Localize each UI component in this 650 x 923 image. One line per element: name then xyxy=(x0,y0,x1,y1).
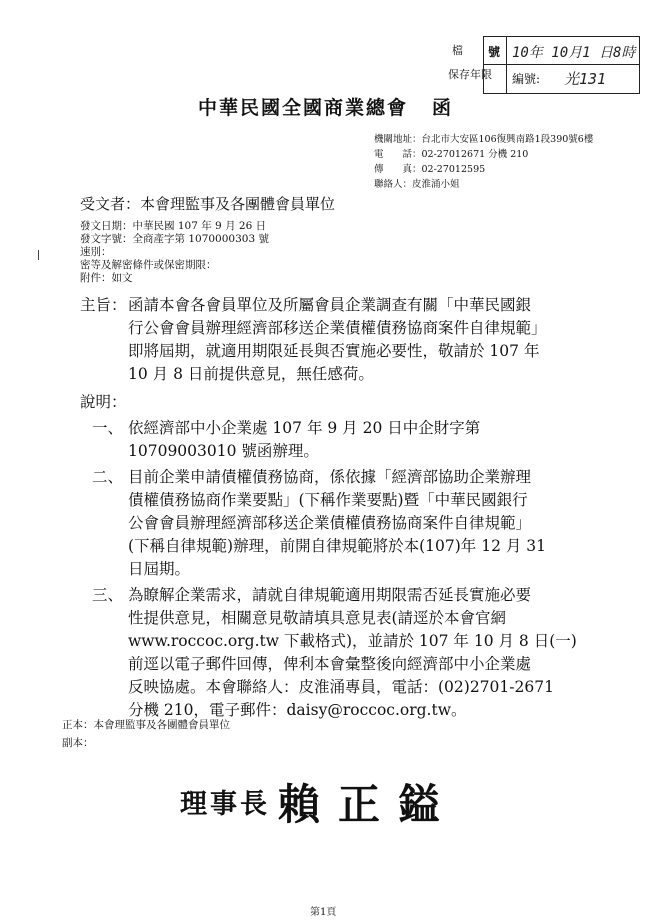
signature-name: 賴正鎰 xyxy=(278,780,459,829)
meta-ref: 發文字號：全商產字第 1070000303 號 xyxy=(80,233,269,245)
doc-type: 函 xyxy=(432,97,454,119)
explanation-item-line: 日屆期。 xyxy=(128,560,191,578)
org-phone: 電 話：02-27012671 分機 210 xyxy=(374,149,529,160)
archive-date-value: 10年 10月1 日8時 xyxy=(512,45,636,61)
explanation-item-line: 債權債務協商作業要點」(下稱作業要點)暨「中華民國銀行 xyxy=(128,491,528,509)
subject-line: 函請本會各會員單位及所屬會員企業調查有關「中華民國銀 xyxy=(128,296,532,314)
meta-attach: 附件：如文 xyxy=(80,272,133,284)
explanation-item-line: 反映協處。本會聯絡人：皮淮涌專員，電話：(02)2701-2671 xyxy=(128,678,554,696)
archive-bianhao-value: 光131 xyxy=(564,70,607,88)
explanation-item-line: 為瞭解企業需求，請就自律規範適用期限需否延長實施必要 xyxy=(128,586,532,604)
page-number: 第1頁 xyxy=(310,907,337,918)
org-title: 中華民國全國商業總會 xyxy=(198,97,409,119)
margin-mark xyxy=(38,250,43,260)
distribution-copy: 副本： xyxy=(62,737,94,749)
archive-label-hao: 號 xyxy=(488,45,501,59)
subject-line: 10 月 8 日前提供意見，無任感荷。 xyxy=(128,365,374,383)
org-address: 機關地址：台北市大安區106復興南路1段390號6樓 xyxy=(374,134,594,145)
org-contact: 聯絡人：皮淮涌小姐 xyxy=(374,179,460,190)
meta-speed: 速別： xyxy=(80,246,112,258)
explanation-item-number: 三、 xyxy=(92,586,124,604)
explanation-item-line: 公會會員辦理經濟部移送企業債權債務協商案件自律規範」 xyxy=(128,514,532,532)
explanation-item-line: (下稱自律規範)辦理，前開自律規範將於本(107)年 12 月 31 xyxy=(128,537,547,555)
subject-line: 即將屆期，就適用期限延長與否實施必要性，敬請於 107 年 xyxy=(128,342,540,360)
distribution-main: 正本：本會理監事及各團體會員單位 xyxy=(62,719,230,731)
meta-secret: 密等及解密條件或保密期限： xyxy=(80,259,217,271)
subject-line: 行公會會員辦理經濟部移送企業債權債務協商案件自律規範」 xyxy=(128,319,547,337)
explanation-item-line: 目前企業申請債權債務協商，係依據「經濟部協助企業辦理 xyxy=(128,468,532,486)
explanation-item-line: 10709003010 號函辦理。 xyxy=(128,442,319,460)
recipient: 受文者：本會理監事及各團體會員單位 xyxy=(80,195,336,213)
explanation-item-line: 前逕以電子郵件回傳，俾利本會彙整後向經濟部中小企業處 xyxy=(128,655,532,673)
signature-title: 理事長 xyxy=(180,789,270,820)
archive-stamp xyxy=(483,36,640,94)
meta-date: 發文日期：中華民國 107 年 9 月 26 日 xyxy=(80,220,267,232)
explanation-item-number: 一、 xyxy=(92,419,124,437)
archive-label-baocun: 保存年限 xyxy=(448,68,492,81)
explanation-item-line: 性提供意見，相關意見敬請填具意見表(請逕於本會官網 xyxy=(128,609,507,627)
explanation-item-line: www.roccoc.org.tw 下載格式)，並請於 107 年 10 月 8 日(一) xyxy=(128,632,577,650)
archive-label-bianhao: 編號: xyxy=(512,72,541,86)
explanation-label: 說明： xyxy=(80,393,127,411)
explanation-item-number: 二、 xyxy=(92,468,124,486)
explanation-item-line: 分機 210，電子郵件：daisy@roccoc.org.tw。 xyxy=(128,701,467,719)
org-fax: 傳 真：02-27012595 xyxy=(374,164,486,175)
subject-label: 主旨： xyxy=(80,296,127,314)
archive-label-dang: 檔 xyxy=(452,44,463,57)
explanation-item-line: 依經濟部中小企業處 107 年 9 月 20 日中企財字第 xyxy=(128,419,481,437)
